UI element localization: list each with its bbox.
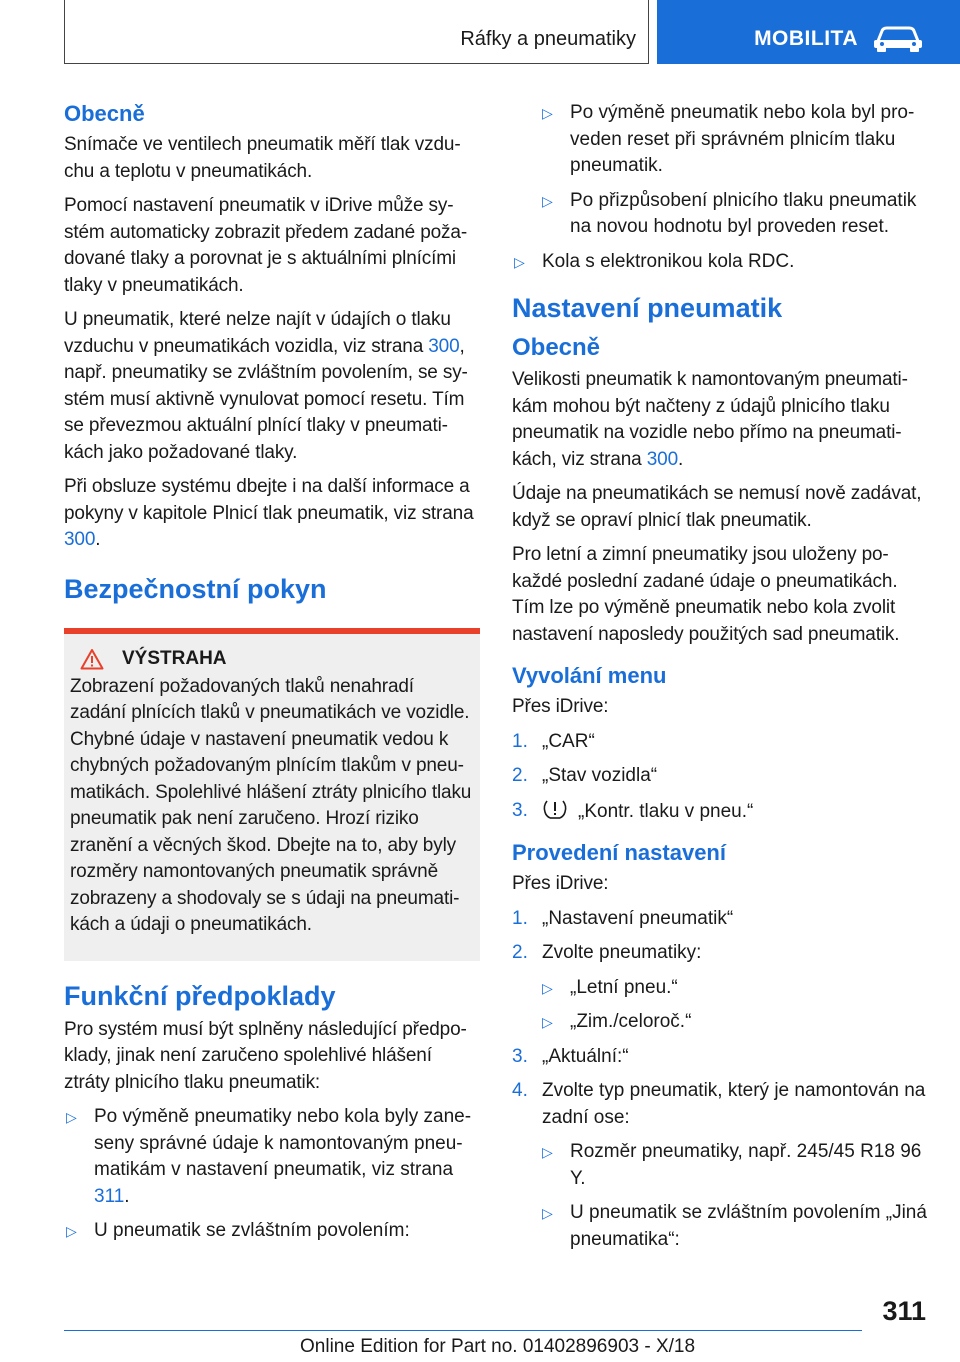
list-item: 3. „Kontr. tlaku v pneu.“ (512, 799, 754, 822)
header-section-box (64, 0, 649, 64)
list-item: ▷ Kola s elektronikou kola RDC. (512, 249, 928, 276)
list-item: ▷ Po výměně pneumatik nebo kola byl pro-veden reset při správném plnicím tlaku pneumatik. (542, 102, 915, 176)
paragraph: Snímače ve ventilech pneumatik měří tlak vzdu-chu a teplotu v pneumatikách. (64, 134, 461, 182)
list-item: 3. „Aktuální:“ (512, 1045, 629, 1067)
bullet-triangle-icon: ▷ (66, 1109, 77, 1125)
paragraph: U pneumatik, které nelze najít v údajích o tlaku vzduchu v pneumatikách vozidla, viz strana 300, např. pneumatiky se zvláštním povolením, se sy-stém musí aktivně vynulovat pomocí resetu. Tím se převezmou aktuální plnící tlaky v pneumati-kách jako požadované tlaky. (64, 309, 468, 463)
list-item: ▷ U pneumatik se zvláštním povolením: (64, 1218, 480, 1245)
bullet-triangle-icon: ▷ (542, 979, 553, 996)
bullet-list (512, 249, 928, 276)
heading-prerequisites: Funkční předpoklady (64, 980, 336, 1011)
sub-bullet-list (512, 1139, 928, 1253)
paragraph: Velikosti pneumatik k namontovaným pneumati-kám mohou být načteny z údajů plnicího tlaku pneumatik na vozidle nebo přímo na pneumati-kách, viz strana 300. (512, 369, 908, 470)
heading-general: Obecně (512, 334, 601, 361)
header-section-title: Ráfky a pneumatiky (460, 28, 636, 50)
paragraph: Přes iDrive: (512, 696, 609, 717)
paragraph: Pomocí nastavení pneumatik v iDrive může sy-stém automaticky zobrazit předem zadané poža-dované tlaky a porovnat je s aktuálními plnícími tlaky v pneumatikách. (64, 195, 468, 296)
warning-text: Zobrazení požadovaných tlaků nenahradí zadání plnících tlaků v pneumatikách ve vozidle. Chybné údaje v nastavení pneumatik vedou k chybných požadovaným plnícím tlakům v pneu-matikách. Spolehlivé hlášení ztráty plnicího tlaku pneumatik pak není zaručeno. Hrozí riziko zranění a věcných škod. Dbejte na to, aby byly rozměry namontovaných pneumatik správně zobrazeny a shodovaly se s údaji na pneumati-kách a údaji o pneumatikách. (70, 675, 472, 935)
list-item: ▷ Rozměr pneumatiky, např. 245/45 R18 96 Y. (542, 1141, 922, 1189)
bullet-list (64, 1104, 480, 1245)
heading-perform-settings: Provedení nastavení (512, 840, 726, 865)
heading-safety: Bezpečnostní pokyn (64, 573, 327, 604)
footer-rule (64, 1330, 862, 1331)
list-item: ▷ Po výměně pneumatiky nebo kola byly zane-seny správné údaje k namontovaným pneu-matikám v nastavení pneumatik, viz strana 311. (66, 1106, 472, 1207)
warning-title: VÝSTRAHA (70, 648, 474, 670)
list-item: ▷ Po přizpůsobení plnicího tlaku pneumatik na novou hodnotu byl proveden reset. (542, 189, 917, 237)
list-item: 2. Zvolte pneumatiky: (512, 942, 702, 963)
page-link[interactable]: 300 (428, 335, 460, 357)
heading-general: Obecně (64, 101, 145, 126)
bullet-triangle-icon: ▷ (542, 105, 553, 121)
page-link[interactable]: 311 (94, 1185, 125, 1207)
sub-bullet-list (512, 100, 928, 241)
tire-pressure-icon (542, 798, 568, 820)
paragraph: Přes iDrive: (512, 873, 609, 894)
bullet-triangle-icon: ▷ (542, 192, 553, 209)
list-item: 2. „Stav vozidla“ (512, 765, 658, 786)
header-chapter-box (657, 0, 960, 64)
bullet-triangle-icon: ▷ (542, 1014, 553, 1030)
page-link[interactable]: 300 (646, 448, 678, 470)
left-column (64, 100, 480, 1253)
car-icon (872, 25, 924, 53)
settings-steps-list (512, 906, 928, 967)
bullet-triangle-icon: ▷ (542, 1144, 553, 1160)
warning-box (64, 628, 480, 961)
bullet-triangle-icon: ▷ (542, 1205, 553, 1221)
page-link[interactable]: 300 (64, 529, 96, 550)
footer-edition: Online Edition for Part no. 01402896903 - X/18 (300, 1336, 696, 1357)
header-chapter-title: MOBILITA (754, 27, 858, 50)
paragraph: Pro systém musí být splněny následující předpo-klady, jinak není zaručeno spolehlivé hlášení ztráty plnicího tlaku pneumatik: (64, 1018, 467, 1093)
bullet-triangle-icon: ▷ (514, 253, 525, 270)
page-number: 311 (882, 1296, 926, 1326)
paragraph: Údaje na pneumatikách se nemusí nově zadávat, když se opraví plnicí tlak pneumatik. (512, 483, 922, 531)
list-item: 1. „CAR“ (512, 730, 595, 752)
menu-steps-list (512, 729, 928, 826)
list-item: 1. „Nastavení pneumatik“ (512, 907, 734, 929)
paragraph: Pro letní a zimní pneumatiky jsou uloženy po-každé poslední zadané údaje o pneumatikách. Tím lze po výměně pneumatik nebo kola zvolit nastavení naposledy použitých sad pneumatik. (512, 544, 900, 645)
right-column (512, 100, 928, 1261)
heading-tire-settings: Nastavení pneumatik (512, 293, 783, 323)
paragraph: Při obsluze systému dbejte i na další informace a pokyny v kapitole Plnicí tlak pneumatik, viz strana 300. (64, 476, 474, 550)
list-item: ▷ „Zim./celoroč.“ (512, 1009, 928, 1036)
heading-call-menu: Vyvolání menu (512, 663, 667, 688)
bullet-triangle-icon: ▷ (66, 1223, 77, 1239)
list-item: 4. Zvolte typ pneumatik, který je namontován na zadní ose: (512, 1080, 926, 1128)
list-item: ▷ U pneumatik se zvláštním povolením „Jiná pneumatika“: (542, 1202, 927, 1250)
settings-steps-list-cont (512, 1044, 928, 1132)
sub-bullet-list (512, 975, 928, 1036)
warning-triangle-icon (80, 648, 104, 670)
list-item: ▷ „Letní pneu.“ (512, 975, 928, 1002)
